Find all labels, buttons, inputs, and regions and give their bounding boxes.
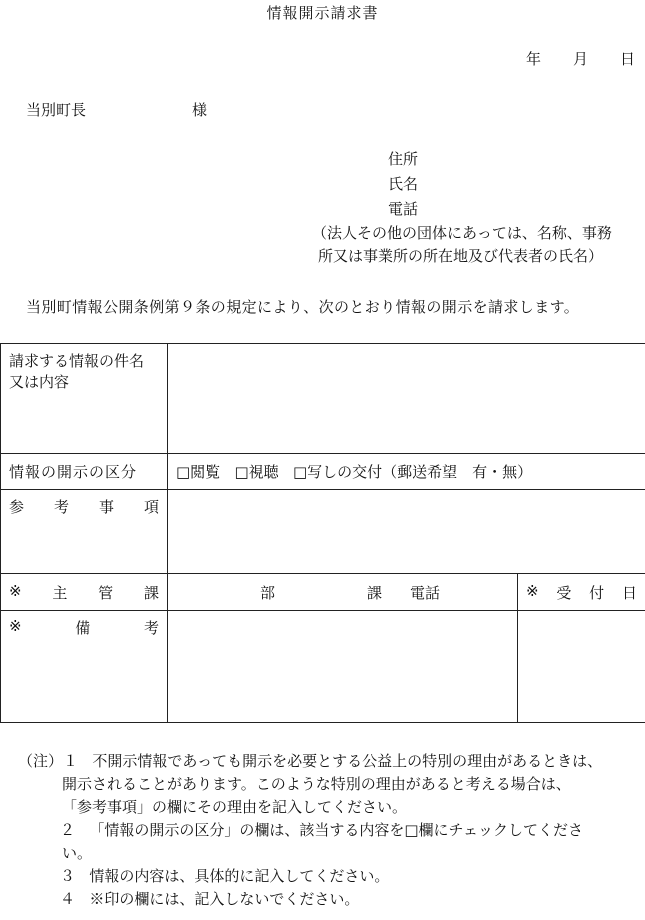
subject-label-line1: 請求する情報の件名 — [9, 352, 145, 370]
dept-label-cell — [1, 574, 168, 611]
date-month-label: 月 — [572, 50, 588, 68]
note-3-text: 情報の内容は、具体的に記入してください。 — [89, 867, 390, 885]
note-4-text: ※印の欄には、記入しないでください。 — [89, 890, 360, 908]
received-label-char: ※ — [526, 581, 539, 600]
notes-block — [18, 750, 602, 911]
note-3-number: ３ — [60, 867, 76, 885]
address-label: 住所 — [388, 150, 419, 168]
reference-label-cell — [1, 490, 168, 574]
note-1-prefix: （注）１ — [18, 752, 79, 770]
note-2-line2: い。 — [62, 844, 93, 862]
corp-note-line2: 所又は事業所の所在地及び代表者の氏名） — [318, 247, 604, 265]
dept-label-char: ※ — [9, 581, 22, 600]
received-date-input-cell[interactable] — [518, 611, 645, 723]
document-title: 情報開示請求書 — [266, 4, 379, 22]
remarks-input-cell[interactable] — [168, 611, 518, 723]
subject-input-cell[interactable] — [168, 344, 645, 454]
category-label: 情報の開示の区分 — [1, 454, 168, 490]
subject-row — [1, 344, 645, 454]
dept-label-char: 課 — [143, 583, 159, 602]
note-1-line1 — [18, 750, 602, 773]
option-audiovisual-checkbox[interactable]: □視聴 — [234, 463, 279, 481]
note-1-text: 不開示情報であっても開示を必要とする公益上の特別の理由があるときは、 — [92, 752, 603, 770]
dept-label-char: 管 — [98, 583, 114, 602]
addressee: 当別町長 — [26, 101, 87, 119]
dept-division-label: 課 — [367, 583, 383, 602]
note-3-line — [18, 865, 602, 888]
remarks-label-cell — [1, 611, 168, 723]
received-label-cell — [518, 574, 645, 611]
dept-info-cell[interactable] — [168, 574, 518, 611]
date-day-label: 日 — [619, 50, 635, 68]
note-2-line1 — [18, 819, 602, 842]
note-1-line3: 「参考事項」の欄にその理由を記入してください。 — [62, 798, 408, 816]
reference-label-char: 項 — [143, 498, 159, 516]
reference-label-char: 考 — [53, 498, 69, 516]
dept-section-label: 部 — [260, 583, 276, 602]
corp-note-line1: （法人その他の団体にあっては、名称、事務 — [312, 224, 612, 242]
intro-text: 当別町情報公開条例第９条の規定により、次のとおり情報の開示を請求します。 — [26, 298, 580, 316]
option-copy-checkbox[interactable]: □写しの交付（郵送希望 有・無） — [293, 463, 533, 481]
remarks-label-char: ※ — [9, 617, 22, 635]
note-4-number: ４ — [60, 890, 76, 908]
subject-label-cell — [1, 344, 168, 454]
honorific: 様 — [192, 101, 208, 119]
note-1-line2: 開示されることがあります。このような特別の理由があると考える場合は、 — [62, 775, 571, 793]
reference-label-char: 参 — [9, 498, 25, 516]
received-label-char: 受 — [556, 583, 572, 602]
name-label: 氏名 — [388, 175, 419, 193]
option-view-checkbox[interactable]: □閲覧 — [176, 463, 221, 481]
remarks-label-char: 備 — [75, 619, 91, 637]
note-4-line — [18, 888, 602, 911]
reference-label-char: 事 — [98, 498, 114, 516]
dept-label-char: 主 — [52, 583, 68, 602]
subject-label-line2: 又は内容 — [9, 373, 70, 391]
remarks-row — [1, 611, 645, 723]
note-2-text: 「情報の開示の区分」の欄は、該当する内容を□欄にチェックしてくださ — [89, 821, 584, 839]
remarks-label-char: 考 — [143, 619, 159, 637]
category-row — [1, 454, 645, 490]
note-2-number: ２ — [60, 821, 76, 839]
department-row — [1, 574, 645, 611]
reference-input-cell[interactable] — [168, 490, 645, 574]
phone-label: 電話 — [388, 200, 419, 218]
date-year-label: 年 — [525, 50, 541, 68]
dept-phone-label: 電話 — [410, 583, 441, 602]
received-label-char: 付 — [589, 583, 605, 602]
received-label-char: 日 — [621, 583, 637, 602]
request-form-table — [0, 343, 645, 723]
date-line — [494, 50, 635, 68]
reference-row — [1, 490, 645, 574]
category-options-cell — [168, 454, 645, 490]
